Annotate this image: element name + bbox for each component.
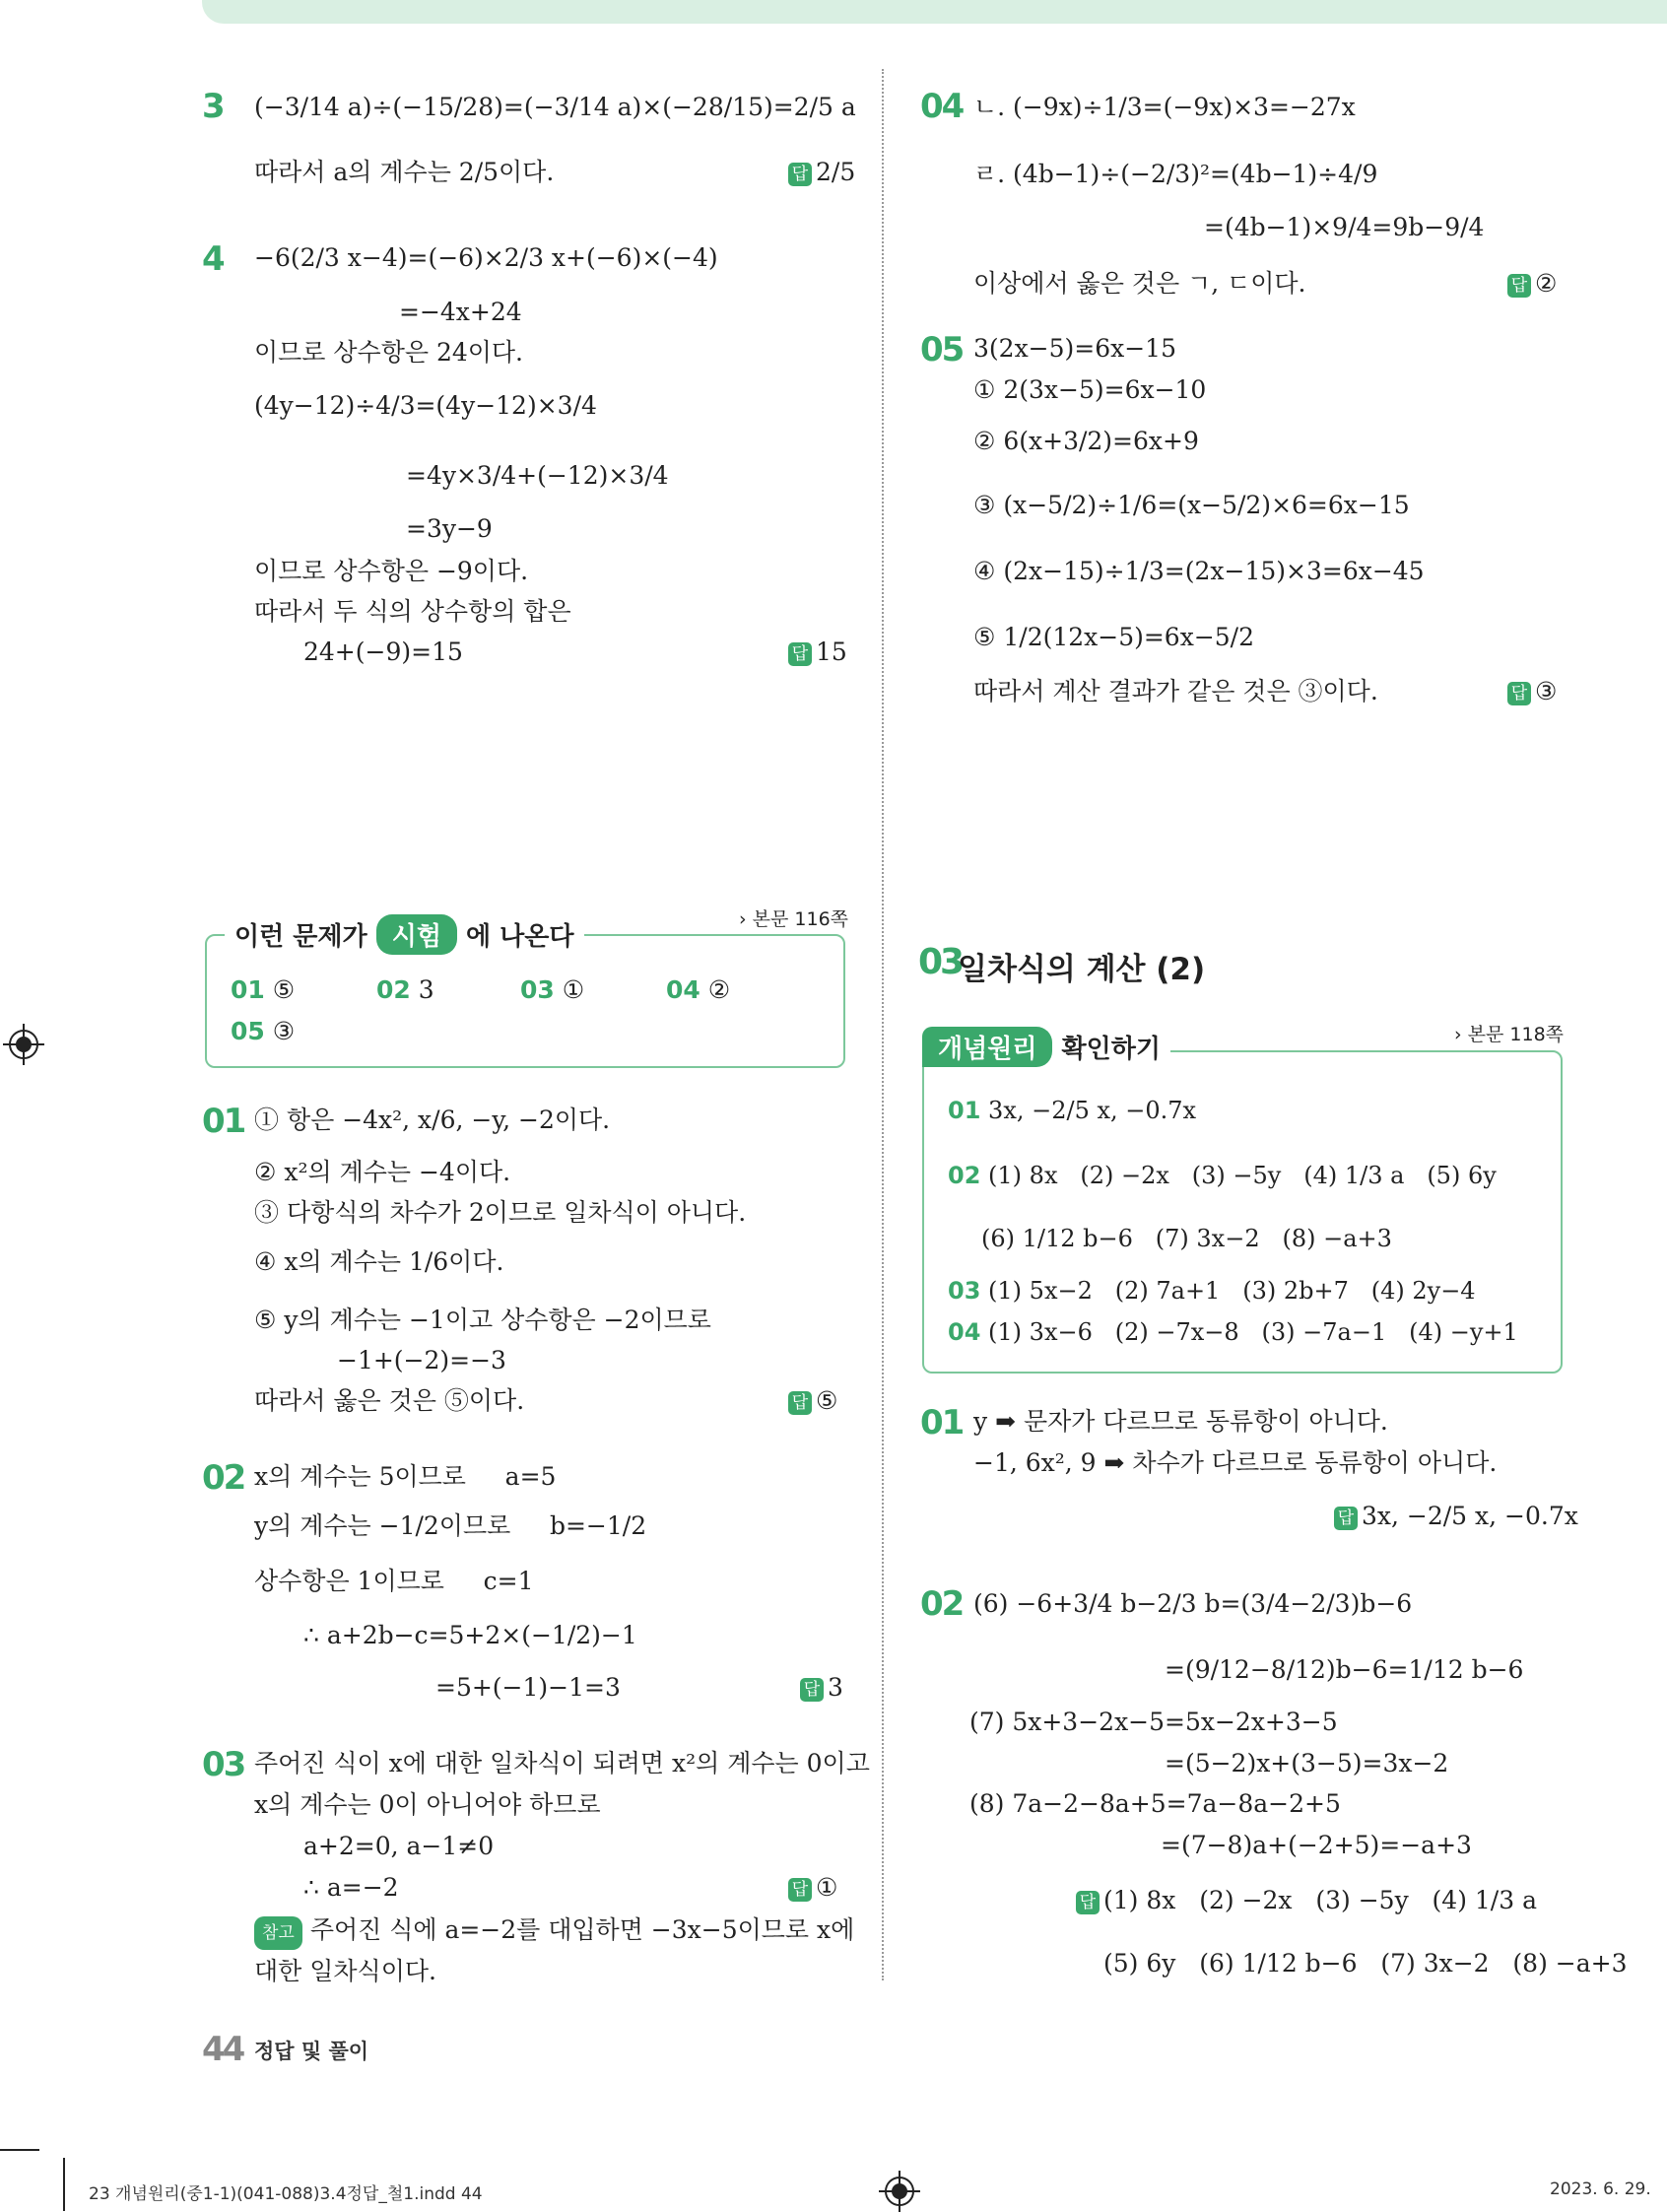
section-title: 일차식의 계산 (2)	[958, 952, 1206, 987]
note-line: 대한 일차식이다.	[254, 1957, 436, 1985]
solution-line: ② 6(x+3/2)=6x+9	[973, 427, 1199, 455]
question-number: 04	[920, 87, 964, 126]
exam-box-title-suffix: 에 나온다	[466, 922, 574, 952]
registration-mark-icon	[9, 1030, 38, 1059]
concept-box-title	[922, 1027, 1170, 1067]
solution-line: ① 2(3x−5)=6x−10	[973, 375, 1207, 404]
solution-line: =(7−8)a+(−2+5)=−a+3	[1161, 1831, 1472, 1859]
concept-row-number: 02	[948, 1162, 981, 1189]
answer-badge-icon: 답	[1076, 1891, 1100, 1914]
concept-box-title-pill: 개념원리	[922, 1027, 1052, 1067]
exam-box-title-pill: 시험	[376, 914, 457, 955]
answer-value: (1) 8x (2) −2x (3) −5y (4) 1/3 a	[1103, 1886, 1537, 1914]
exam-item-number: 03	[520, 975, 555, 1004]
answer-value: ②	[1535, 269, 1558, 298]
concept-row-text: 3x, −2/5 x, −0.7x	[988, 1097, 1197, 1124]
answer-continued: (5) 6y (6) 1/12 b−6 (7) 3x−2 (8) −a+3	[1103, 1949, 1628, 1977]
exam-item	[520, 973, 584, 1007]
solution-line: −6(2/3 x−4)=(−6)×2/3 x+(−6)×(−4)	[254, 243, 718, 272]
answer-badge-icon: 답	[788, 642, 812, 666]
question-number: 01	[202, 1102, 245, 1141]
concept-row	[948, 1315, 1518, 1349]
solution-line: ㄴ. (−9x)÷1/3=(−9x)×3=−27x	[973, 93, 1356, 121]
crop-mark	[63, 2158, 65, 2211]
answer	[1334, 1500, 1578, 1533]
question-number: 02	[920, 1584, 964, 1624]
solution-line: (−3/14 a)÷(−15/28)=(−3/14 a)×(−28/15)=2/5 a	[254, 93, 856, 121]
exam-item-number: 04	[666, 975, 700, 1004]
solution-line: ⑤ 1/2(12x−5)=6x−5/2	[973, 623, 1254, 651]
crop-mark	[0, 2149, 39, 2151]
page-reference-text: 본문 116쪽	[752, 908, 849, 930]
solution-line: 상수항은 1이므로 c=1	[254, 1567, 534, 1595]
answer-value: ①	[816, 1873, 838, 1902]
solution-line: =5+(−1)−1=3	[435, 1673, 621, 1702]
solution-line: (7) 5x+3−2x−5=5x−2x+3−5	[969, 1708, 1338, 1736]
solution-line: (4y−12)÷4/3=(4y−12)×3/4	[254, 391, 597, 420]
solution-line: ② x²의 계수는 −4이다.	[254, 1158, 511, 1186]
solution-line: x의 계수는 0이 아니어야 하므로	[254, 1790, 601, 1819]
concept-row-number: 03	[948, 1277, 981, 1305]
answer	[1507, 675, 1557, 708]
page-reference: › 본문 118쪽	[1454, 1024, 1565, 1045]
answer-badge-icon: 답	[1334, 1507, 1358, 1530]
concept-row-text: (1) 5x−2 (2) 7a+1 (3) 2b+7 (4) 2y−4	[988, 1277, 1476, 1305]
solution-line: 따라서 옳은 것은 ⑤이다.	[254, 1386, 525, 1415]
question-number: 3	[202, 87, 226, 126]
exam-item	[666, 973, 730, 1007]
page-label: 정답 및 풀이	[254, 2040, 369, 2063]
question-number: 4	[202, 239, 226, 279]
solution-line: =(9/12−8/12)b−6=1/12 b−6	[1165, 1655, 1524, 1684]
exam-item-number: 05	[231, 1017, 265, 1045]
solution-line: 3(2x−5)=6x−15	[973, 334, 1176, 363]
solution-line: y ➡ 문자가 다르므로 동류항이 아니다.	[973, 1407, 1388, 1436]
concept-row-number: 04	[948, 1318, 981, 1346]
solution-line: =(4b−1)×9/4=9b−9/4	[1204, 213, 1485, 241]
exam-item-answer: ③	[272, 1017, 296, 1045]
solution-line: ③ 다항식의 차수가 2이므로 일차식이 아니다.	[254, 1198, 747, 1227]
registration-mark-icon	[885, 2177, 914, 2206]
answer	[1076, 1884, 1537, 1917]
solution-line: 주어진 식이 x에 대한 일차식이 되려면 x²의 계수는 0이고	[254, 1749, 870, 1777]
top-band	[202, 0, 1667, 24]
footer-file: 23 개념원리(중1-1)(041-088)3.4정답_철1.indd 44	[89, 2184, 483, 2204]
solution-line: 따라서 두 식의 상수항의 합은	[254, 597, 571, 626]
note-label: 참고	[254, 1916, 302, 1950]
answer	[788, 1871, 837, 1905]
exam-item	[376, 973, 434, 1007]
answer-value: 3	[828, 1673, 843, 1702]
answer-badge-icon: 답	[788, 1391, 812, 1415]
solution-line: −1+(−2)=−3	[337, 1346, 506, 1374]
answer-badge-icon: 답	[788, 1878, 812, 1902]
answer-value: 2/5	[816, 158, 856, 186]
concept-row	[948, 1094, 1196, 1127]
note-line	[254, 1913, 854, 1950]
solution-line: ① 항은 −4x², x/6, −y, −2이다.	[254, 1106, 611, 1134]
exam-item-answer: ②	[707, 975, 731, 1004]
exam-box-title	[225, 914, 584, 955]
solution-line: (8) 7a−2−8a+5=7a−8a−2+5	[969, 1789, 1341, 1818]
answer-badge-icon: 답	[1507, 682, 1531, 705]
footer-date: 2023. 6. 29.	[1550, 2179, 1651, 2199]
answer-value: 15	[816, 637, 847, 666]
question-number: 01	[920, 1403, 964, 1442]
concept-row: (6) 1/12 b−6 (7) 3x−2 (8) −a+3	[981, 1225, 1392, 1252]
concept-row-text: (1) 8x (2) −2x (3) −5y (4) 1/3 a (5) 6y	[988, 1162, 1497, 1189]
section-number: 03	[918, 942, 963, 982]
answer	[788, 1384, 837, 1418]
exam-item-number: 02	[376, 975, 411, 1004]
solution-line: −1, 6x², 9 ➡ 차수가 다르므로 동류항이 아니다.	[973, 1448, 1498, 1477]
solution-line: a+2=0, a−1≠0	[303, 1832, 495, 1860]
concept-box-title-suffix: 확인하기	[1061, 1035, 1161, 1064]
solution-line: 따라서 a의 계수는 2/5이다.	[254, 158, 555, 186]
concept-row-text: (1) 3x−6 (2) −7x−8 (3) −7a−1 (4) −y+1	[988, 1318, 1518, 1346]
answer-value: ③	[1535, 677, 1558, 705]
exam-item-number: 01	[231, 975, 265, 1004]
exam-item-answer: ①	[562, 975, 585, 1004]
solution-line: =−4x+24	[399, 298, 522, 326]
exam-item-answer: ⑤	[272, 975, 296, 1004]
concept-row	[948, 1274, 1476, 1307]
question-number: 05	[920, 330, 964, 369]
exam-box-title-prefix: 이런 문제가	[234, 922, 367, 952]
solution-line: 이상에서 옳은 것은 ㄱ, ㄷ이다.	[973, 269, 1306, 298]
solution-line: ∴ a=−2	[303, 1873, 399, 1902]
solution-line: ④ (2x−15)÷1/3=(2x−15)×3=6x−45	[973, 557, 1425, 585]
solution-line: 따라서 계산 결과가 같은 것은 ③이다.	[973, 677, 1378, 705]
question-number: 03	[202, 1745, 245, 1784]
solution-line: (6) −6+3/4 b−2/3 b=(3/4−2/3)b−6	[973, 1589, 1413, 1618]
solution-line: ④ x의 계수는 1/6이다.	[254, 1247, 504, 1276]
exam-item-answer: 3	[418, 975, 434, 1004]
exam-item	[231, 973, 295, 1007]
answer	[788, 156, 855, 189]
solution-line: 이므로 상수항은 24이다.	[254, 338, 524, 367]
solution-line: y의 계수는 −1/2이므로 b=−1/2	[254, 1511, 647, 1540]
answer-badge-icon: 답	[800, 1678, 824, 1702]
solution-line: =3y−9	[406, 514, 493, 543]
answer-value: ⑤	[816, 1386, 838, 1415]
concept-row-number: 01	[948, 1097, 981, 1124]
solution-line: =(5−2)x+(3−5)=3x−2	[1165, 1749, 1449, 1777]
solution-line: ㄹ. (4b−1)÷(−2/3)²=(4b−1)÷4/9	[973, 160, 1378, 188]
solution-line: ∴ a+2b−c=5+2×(−1/2)−1	[303, 1621, 637, 1649]
question-number: 02	[202, 1458, 245, 1498]
exam-item	[231, 1015, 295, 1048]
solution-line: 24+(−9)=15	[303, 637, 463, 666]
answer	[800, 1671, 843, 1705]
solution-line: x의 계수는 5이므로 a=5	[254, 1462, 557, 1491]
solution-line: ③ (x−5/2)÷1/6=(x−5/2)×6=6x−15	[973, 491, 1410, 519]
solution-line: 이므로 상수항은 −9이다.	[254, 557, 529, 585]
page-reference-text: 본문 118쪽	[1467, 1024, 1565, 1045]
page-number: 44	[202, 2030, 243, 2069]
answer-badge-icon: 답	[1507, 274, 1531, 298]
note-text: 주어진 식에 a=−2를 대입하면 −3x−5이므로 x에	[309, 1915, 855, 1944]
answer-value: 3x, −2/5 x, −0.7x	[1362, 1502, 1578, 1530]
solution-line: =4y×3/4+(−12)×3/4	[406, 461, 669, 490]
answer-badge-icon: 답	[788, 163, 812, 186]
column-divider	[882, 69, 884, 1980]
answer	[1507, 267, 1557, 301]
answer	[788, 636, 847, 669]
solution-line: ⑤ y의 계수는 −1이고 상수항은 −2이므로	[254, 1306, 711, 1334]
concept-row	[948, 1159, 1497, 1192]
page-reference: › 본문 116쪽	[739, 908, 849, 930]
